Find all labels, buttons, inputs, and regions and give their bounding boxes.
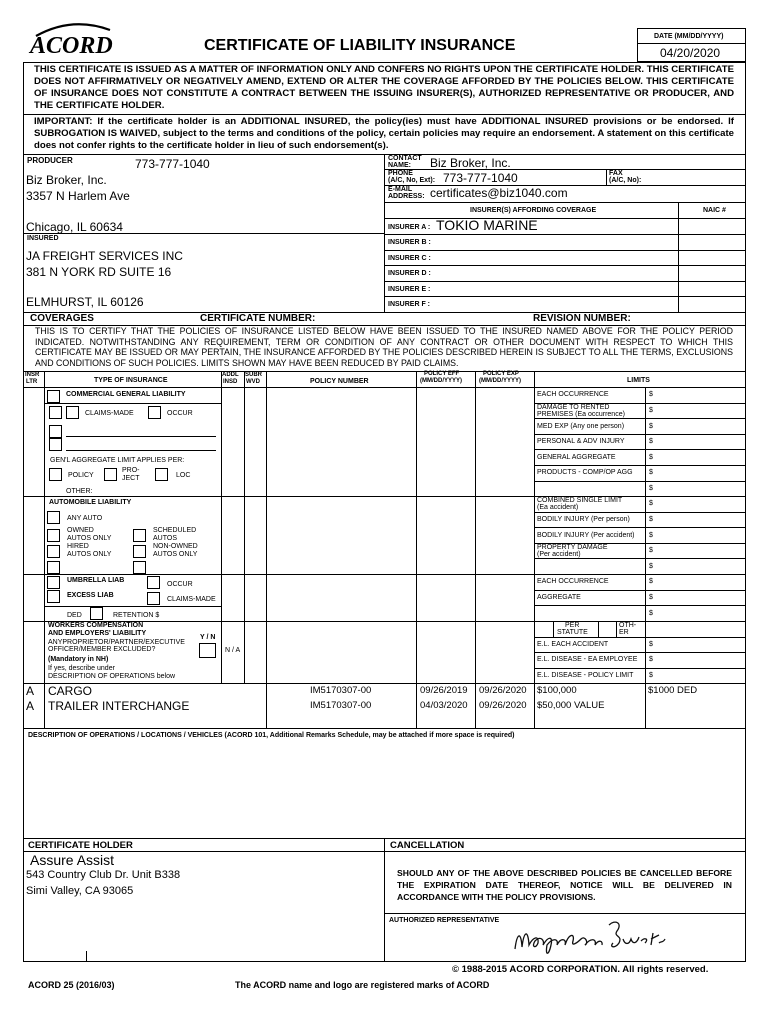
- wc-p5: DESCRIPTION OF OPERATIONS below: [48, 673, 176, 680]
- insurer-f-label: INSURER F :: [388, 301, 430, 308]
- ded-checkbox[interactable]: [90, 607, 103, 620]
- limit-value[interactable]: $: [649, 406, 653, 414]
- limit-label: PROPERTY DAMAGE: [537, 543, 608, 551]
- auto-extra-checkbox-2[interactable]: [133, 561, 146, 574]
- policy-number[interactable]: IM5170307-00: [310, 700, 372, 711]
- producer-name[interactable]: Biz Broker, Inc.: [26, 173, 107, 187]
- limit-label: E.L. DISEASE - EA EMPLOYEE: [537, 656, 638, 664]
- limit-value[interactable]: $: [649, 656, 653, 664]
- wc-yn-label: Y / N: [200, 634, 216, 641]
- limit-value[interactable]: $: [649, 500, 653, 508]
- producer-phone[interactable]: 773-777-1040: [135, 157, 210, 171]
- contact-phone-label-1: PHONE: [388, 170, 413, 177]
- insured-city[interactable]: ELMHURST, IL 60126: [26, 295, 144, 309]
- insured-name[interactable]: JA FREIGHT SERVICES INC: [26, 249, 183, 263]
- policy-limit-2[interactable]: $1000 DED: [648, 685, 698, 696]
- wc-p1: ANYPROPRIETOR/PARTNER/EXECUTIVE: [48, 639, 185, 646]
- project-label-2: JECT: [122, 475, 140, 482]
- producer-city[interactable]: Chicago, IL 60634: [26, 220, 123, 234]
- claims-made-checkbox-frame: [49, 406, 62, 419]
- excess-label: EXCESS LIAB: [67, 592, 114, 599]
- limit-label: BODILY INJURY (Per person): [537, 515, 630, 523]
- holder-address[interactable]: 543 Country Club Dr. Unit B338: [26, 869, 181, 881]
- policy-exp-date[interactable]: 09/26/2020: [479, 700, 527, 711]
- limit-label: MED EXP (Any one person): [537, 422, 625, 430]
- any-auto-label: ANY AUTO: [67, 515, 103, 522]
- claims-made-label: CLAIMS-MADE: [85, 410, 134, 417]
- limit-label: EACH OCCURRENCE: [537, 391, 609, 399]
- limit-label-sub: (Ea accident): [537, 504, 579, 511]
- insurer-c-label: INSURER C :: [388, 255, 431, 262]
- contact-phone[interactable]: 773-777-1040: [443, 171, 518, 185]
- copyright: © 1988-2015 ACORD CORPORATION. All rights reserved.: [452, 964, 709, 975]
- insured-address[interactable]: 381 N YORK RD SUITE 16: [26, 265, 172, 279]
- wc-na: N / A: [225, 647, 241, 654]
- insurer-a-label: INSURER A :: [388, 224, 431, 231]
- gl-title: COMMERCIAL GENERAL LIABILITY: [66, 391, 186, 398]
- limit-label: BODILY INJURY (Per accident): [537, 531, 635, 539]
- naic-label: NAIC #: [703, 207, 726, 214]
- date-label: DATE (MM/DD/YYYY): [654, 33, 724, 40]
- th-exp: POLICY EXP: [483, 371, 519, 377]
- limit-label-sub: (Per accident): [537, 550, 581, 558]
- th-ltr: LTR: [26, 379, 38, 385]
- gl-checkbox[interactable]: [47, 390, 60, 403]
- contact-name-label-2: NAME:: [388, 162, 411, 169]
- holder-label: CERTIFICATE HOLDER: [28, 840, 133, 851]
- project-checkbox[interactable]: [104, 468, 117, 481]
- limit-value[interactable]: $: [649, 484, 653, 492]
- contact-name-label-1: CONTACT: [388, 155, 422, 162]
- policy-type[interactable]: TRAILER INTERCHANGE: [48, 699, 190, 713]
- project-label-1: PRO-: [122, 467, 140, 474]
- policy-ltr[interactable]: A: [26, 684, 35, 698]
- cancellation-label: CANCELLATION: [390, 840, 465, 851]
- wc-title-2: AND EMPLOYERS' LIABILITY: [48, 630, 147, 637]
- per-statute-1: PER: [565, 622, 580, 629]
- scheduled-label-2: AUTOS: [153, 535, 177, 542]
- wc-p2: OFFICER/MEMBER EXCLUDED?: [48, 646, 156, 653]
- insurer-a-name[interactable]: TOKIO MARINE: [436, 217, 538, 233]
- auth-rep-label: AUTHORIZED REPRESENTATIVE: [389, 917, 500, 924]
- gen-agg-label: GEN'L AGGREGATE LIMIT APPLIES PER:: [50, 457, 185, 464]
- owned-label-2: AUTOS ONLY: [67, 535, 112, 542]
- umbrella-occur-checkbox[interactable]: [147, 576, 160, 589]
- wc-p4: If yes, describe under: [48, 665, 115, 672]
- contact-phone-label-2: (A/C, No, Ext):: [388, 177, 436, 184]
- insurer-e-label: INSURER E :: [388, 286, 431, 293]
- policy-eff-date[interactable]: 09/26/2019: [420, 685, 468, 696]
- form-number: ACORD 25 (2016/03): [28, 980, 115, 990]
- scheduled-label-1: SCHEDULED: [153, 527, 197, 534]
- occur-label: OCCUR: [167, 410, 193, 417]
- description-label: DESCRIPTION OF OPERATIONS / LOCATIONS / VEHICLES (ACORD 101, Additional Remarks Schedule, may be attached if more space is required): [28, 732, 515, 739]
- coverages-text: THIS IS TO CERTIFY THAT THE POLICIES OF INSURANCE LISTED BELOW HAVE BEEN ISSUED TO THE INSURED NAMED ABOVE FOR THE POLICY PERIOD INDICATED. NOTWITHSTANDING ANY REQUIREMENT, TERM OR CONDITION OF ANY CONTRACT OR OTHER DOCUMENT WITH RESPECT TO WHICH THIS CERTIFICATE MAY BE ISSUED OR MAY PERTAIN, THE INSURANCE AFFORDED BY THE POLICIES DESCRIBED HEREIN IS SUBJECT TO ALL THE TERMS, EXCLUSIONS AND CONDITIONS OF SUCH POLICIES. LIMITS SHOWN MAY HAVE BEEN REDUCED BY PAID CLAIMS.: [35, 326, 733, 368]
- policy-limit[interactable]: $50,000 VALUE: [537, 700, 605, 711]
- limit-label: PERSONAL & ADV INJURY: [537, 438, 625, 446]
- page-title: CERTIFICATE OF LIABILITY INSURANCE: [204, 37, 516, 54]
- contact-email-label-2: ADDRESS:: [388, 193, 425, 200]
- excess-checkbox[interactable]: [47, 590, 60, 603]
- nonowned-autos-checkbox[interactable]: [133, 545, 146, 558]
- th-insr: INSR: [25, 372, 40, 378]
- limit-value[interactable]: $: [649, 593, 653, 601]
- auto-extra-checkbox-1[interactable]: [47, 561, 60, 574]
- producer-label: PRODUCER: [27, 156, 73, 165]
- oth-er-2: ER: [619, 629, 629, 636]
- limit-value[interactable]: $: [649, 531, 653, 539]
- description-area[interactable]: [24, 742, 744, 836]
- loc-checkbox[interactable]: [155, 468, 168, 481]
- hired-label-1: HIRED: [67, 543, 89, 550]
- limit-value[interactable]: $: [649, 422, 653, 430]
- limit-value[interactable]: $: [649, 515, 653, 523]
- ded-label: DED: [67, 612, 82, 619]
- notice-issued: THIS CERTIFICATE IS ISSUED AS A MATTER OF INFORMATION ONLY AND CONFERS NO RIGHTS UPON THE CERTIFICATE HOLDER. THIS CERTIFICATE DOES NOT AFFIRMATIVELY OR NEGATIVELY AMEND, EXTEND OR ALTER THE COVERAGE AFFORDED BY THE POLICIES BELOW. THIS CERTIFICATE OF INSURANCE DOES NOT CONSTITUTE A CONTRACT BETWEEN THE ISSUING INSURER(S), AUTHORIZED REPRESENTATIVE OR PRODUCER, AND THE CERTIFICATE HOLDER.: [34, 64, 734, 111]
- limit-value[interactable]: $: [649, 391, 653, 399]
- limit-label: EACH OCCURRENCE: [537, 578, 609, 586]
- policy-exp-date[interactable]: 09/26/2020: [479, 685, 527, 696]
- retention-label: RETENTION $: [113, 612, 160, 619]
- limit-label: PRODUCTS - COMP/OP AGG: [537, 469, 633, 477]
- gl-extra-checkbox-2[interactable]: [49, 438, 62, 451]
- nonowned-label-1: NON-OWNED: [153, 543, 198, 550]
- producer-address[interactable]: 3357 N Harlem Ave: [26, 189, 130, 203]
- limit-label-sub: PREMISES (Ea occurrence): [537, 410, 625, 418]
- wc-yn-checkbox[interactable]: [199, 643, 216, 658]
- acord-logo-swoosh-icon: [32, 22, 114, 38]
- nonowned-label-2: AUTOS ONLY: [153, 551, 198, 558]
- registered-marks: The ACORD name and logo are registered marks of ACORD: [235, 980, 490, 990]
- umbrella-label: UMBRELLA LIAB: [67, 577, 125, 584]
- scheduled-autos-checkbox[interactable]: [133, 529, 146, 542]
- gl-extra-checkbox-1[interactable]: [49, 425, 62, 438]
- policy-eff-date[interactable]: 04/03/2020: [420, 700, 468, 711]
- th-subr: SUBR: [245, 372, 263, 378]
- limit-value[interactable]: $: [649, 578, 653, 586]
- loc-label: LOC: [176, 472, 191, 479]
- notice-important: IMPORTANT: If the certificate holder is an ADDITIONAL INSURED, the policy(ies) must have ADDITIONAL INSURED provisions or be endorsed. If SUBROGATION IS WAIVED, subject to the terms and conditions of the policy, certain policies may require an endorsement. A statement on this certificate does not confer rights to the certificate holder in lieu of such endorsement(s).: [34, 116, 734, 151]
- policy-ltr[interactable]: A: [26, 699, 35, 713]
- hired-autos-checkbox[interactable]: [47, 545, 60, 558]
- owned-label-1: OWNED: [67, 527, 94, 534]
- holder-name[interactable]: Assure Assist: [30, 852, 115, 868]
- limit-value[interactable]: $: [649, 547, 653, 555]
- th-eff: POLICY EFF: [424, 371, 460, 377]
- acord-logo: ACORD: [30, 33, 113, 59]
- limit-value[interactable]: $: [649, 562, 653, 570]
- coverages-label: COVERAGES: [30, 313, 94, 324]
- limit-value[interactable]: $: [649, 609, 653, 617]
- th-eff-format: (MM/DD/YYYY): [420, 378, 462, 384]
- th-insd: INSD: [223, 379, 238, 385]
- wc-p3: (Mandatory in NH): [48, 656, 109, 663]
- date-value[interactable]: 04/20/2020: [660, 46, 721, 60]
- th-type: TYPE OF INSURANCE: [94, 377, 168, 384]
- th-limits: LIMITS: [627, 377, 650, 384]
- gl-other-label: OTHER:: [66, 488, 93, 495]
- th-policy-number: POLICY NUMBER: [310, 378, 369, 385]
- hired-label-2: AUTOS ONLY: [67, 551, 112, 558]
- policy-limit[interactable]: $100,000: [537, 685, 577, 696]
- limit-label: GENERAL AGGREGATE: [537, 453, 616, 461]
- contact-email-label-1: E-MAIL: [388, 186, 413, 193]
- occur-checkbox[interactable]: [148, 406, 161, 419]
- th-wvd: WVD: [246, 379, 260, 385]
- wc-title-1: WORKERS COMPENSATION: [48, 622, 144, 629]
- limit-value[interactable]: $: [649, 671, 653, 679]
- contact-fax-label-1: FAX: [609, 170, 623, 177]
- th-addl: ADDL: [222, 372, 239, 378]
- umbrella-occur-label: OCCUR: [167, 581, 193, 588]
- limit-label: DAMAGE TO RENTED: [537, 403, 610, 411]
- limit-label: E.L. DISEASE - POLICY LIMIT: [537, 671, 634, 679]
- policy-type[interactable]: CARGO: [48, 684, 93, 698]
- umbrella-claims-made-label: CLAIMS-MADE: [167, 596, 216, 603]
- policy-label: POLICY: [68, 472, 94, 479]
- th-exp-format: (MM/DD/YYYY): [479, 378, 521, 384]
- limit-label: COMBINED SINGLE LIMIT: [537, 497, 623, 504]
- owned-autos-checkbox[interactable]: [47, 529, 60, 542]
- auto-title: AUTOMOBILE LIABILITY: [49, 499, 132, 506]
- limit-value[interactable]: $: [649, 641, 653, 649]
- insurer-d-label: INSURER D :: [388, 270, 431, 277]
- cancellation-text: SHOULD ANY OF THE ABOVE DESCRIBED POLICIES BE CANCELLED BEFORE THE EXPIRATION DATE THEREOF, NOTICE WILL BE DELIVERED IN ACCORDANCE WITH THE POLICY PROVISIONS.: [397, 868, 732, 902]
- policy-number[interactable]: IM5170307-00: [310, 685, 372, 696]
- insurer-b-label: INSURER B :: [388, 239, 431, 246]
- insurers-header: INSURER(S) AFFORDING COVERAGE: [470, 207, 597, 214]
- policy-checkbox[interactable]: [49, 468, 62, 481]
- claims-made-checkbox[interactable]: [66, 406, 79, 419]
- limit-label: AGGREGATE: [537, 593, 581, 601]
- holder-city[interactable]: Simi Valley, CA 93065: [26, 885, 134, 897]
- per-statute-2: STATUTE: [557, 629, 588, 636]
- revision-number-label: REVISION NUMBER:: [533, 313, 631, 324]
- oth-er-1: OTH-: [619, 622, 637, 629]
- limit-value[interactable]: $: [649, 438, 653, 446]
- limit-value[interactable]: $: [649, 469, 653, 477]
- any-auto-checkbox[interactable]: [47, 511, 60, 524]
- umbrella-checkbox[interactable]: [47, 576, 60, 589]
- limit-label: E.L. EACH ACCIDENT: [537, 641, 609, 649]
- signature: [505, 913, 670, 961]
- umbrella-claims-made-checkbox[interactable]: [147, 592, 160, 605]
- contact-name[interactable]: Biz Broker, Inc.: [430, 156, 511, 170]
- contact-email[interactable]: certificates@biz1040.com: [430, 186, 568, 200]
- contact-fax-label-2: (A/C, No):: [609, 177, 642, 184]
- insured-label: INSURED: [27, 235, 59, 242]
- limit-value[interactable]: $: [649, 453, 653, 461]
- certificate-number-label: CERTIFICATE NUMBER:: [200, 313, 316, 324]
